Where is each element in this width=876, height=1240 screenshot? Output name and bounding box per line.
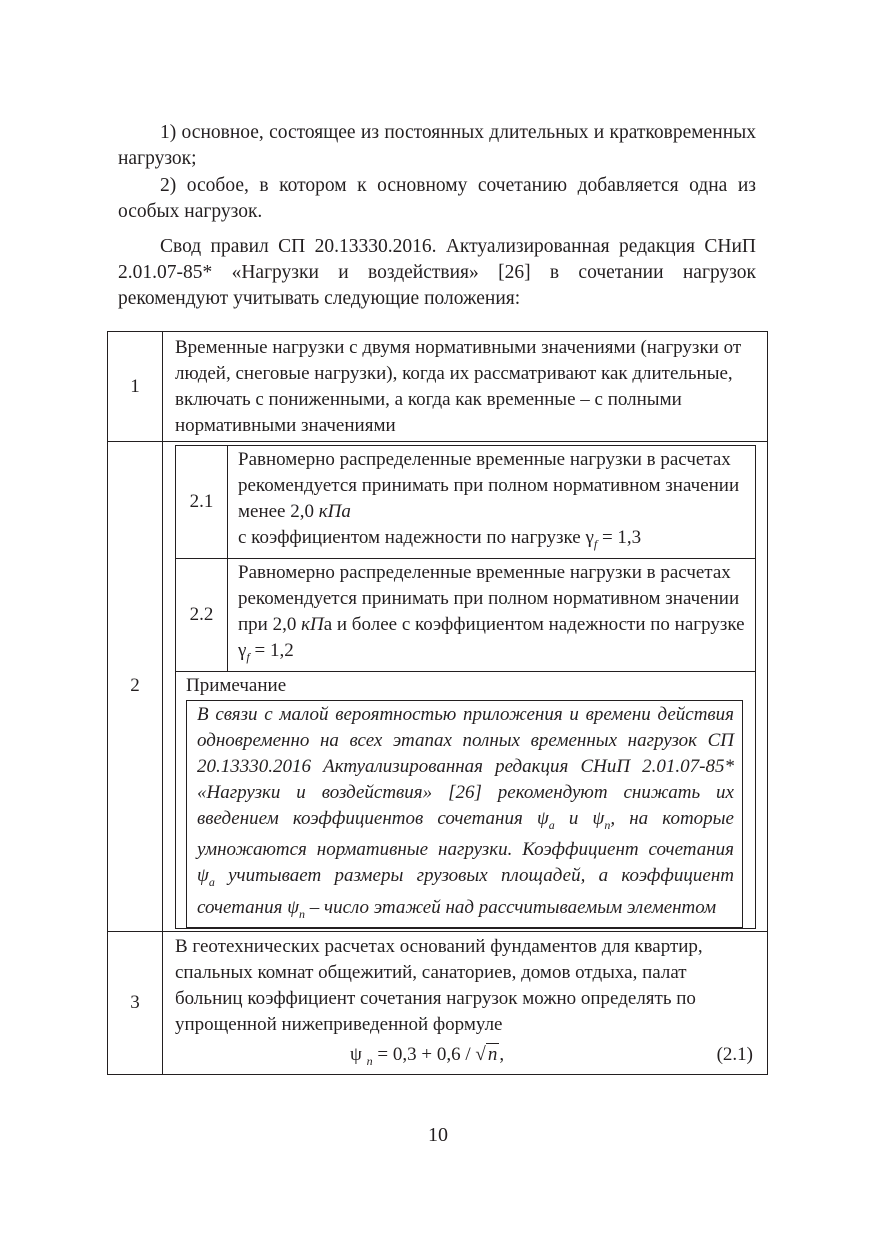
formula-tail: , [499,1043,505,1065]
row-number: 2 [108,442,163,932]
gamma-symbol: γ [585,527,594,548]
psi-symbol: ψ [592,807,605,829]
note-text: В связи с малой вероятностью приложения и времени действия одновременно на всех этапах полных временных нагрузок СП 20.13330.2016 Актуализированная редакция СНиП 2.01.07-85* «Нагрузки и воздействия» [26] рекомендуют снижать их введением коэффициентов сочетания [197,703,734,829]
psi-subscript: a [548,817,555,832]
sub-number: 2.1 [176,446,228,559]
note-text: учитывает размеры грузовых площадей, а коэффициент сочетания [197,865,734,919]
row-text: Временные нагрузки с двумя нормативными значениями (нагрузки от людей, снеговые нагрузки), когда их рассматривают как длительные, включать с пониженными, а когда как временные – с полными нормативными значениями [163,332,768,442]
gamma-subscript: f [246,649,250,664]
sub-text [228,446,756,559]
row-number: 1 [108,332,163,442]
unit-suffix: а [323,613,333,635]
psi-symbol: ψ [287,897,299,919]
nested-table [175,445,756,929]
nested-row [176,558,756,671]
psi-subscript: n [299,906,305,921]
nested-row [176,446,756,559]
row-text: В геотехнических расчетах оснований фундаментов для квартир, спальных комнат общежитий, санаториев, домов отдыха, палат больниц коэффициент сочетания нагрузок можно определять по упрощенной нижеприведенной формуле [175,935,703,1035]
formula [175,1038,755,1072]
coefficient-value: = 1,3 [597,527,642,548]
psi-subscript: a [208,875,215,890]
gamma-subscript: f [593,536,598,551]
formula-body: = 0,3 + 0,6 / [372,1043,476,1065]
unit: кПа [318,501,351,522]
formula-expression [350,1042,504,1074]
gamma-symbol: γ [238,639,247,661]
sub-text-part: Равномерно распределенные временные нагрузки в расчетах рекомендуется принимать при полном нормативном значении при 2,0 [238,561,740,635]
note-text: , на которые умножаются нормативные нагрузки. Коэффициент сочетания [197,807,734,861]
psi-subscript: n [604,817,611,832]
note-box [186,700,743,928]
sub-number: 2.2 [176,558,228,671]
row-content [163,931,768,1074]
table-row [108,931,768,1074]
table-row [108,442,768,932]
equation-number: (2.1) [716,1043,753,1065]
page-number: 10 [428,1124,448,1146]
note-text: и [554,807,593,829]
note-title: Примечание [186,674,287,696]
intro-paragraph: Свод правил СП 20.13330.2016. Актуализированная редакция СНиП 2.01.07-85* «Нагрузки и воздействия» [26] в сочетании нагрузок рекомендуют учитывать следующие положения: [118,236,756,309]
sub-text [228,558,756,671]
list-item-basic-combination: 1) основное, состоящее из постоянных длительных и кратковременных нагрузок; [118,122,756,169]
sub-text-part: Равномерно распределенные временные нагрузки в расчетах рекомендуется принимать при полном нормативном значении менее 2,0 [238,449,740,522]
row-number: 3 [108,931,163,1074]
nested-row [176,671,756,928]
sub-text-part: с коэффициентом надежности по нагрузке [238,527,586,548]
sub-text-part: и более с коэффициентом надежности по нагрузке [332,613,745,635]
table-row [108,332,768,442]
psi-symbol: ψ [350,1043,362,1065]
unit: кП [301,613,324,635]
radical-sign: √ [475,1043,486,1065]
psi-symbol: ψ [197,865,209,887]
psi-subscript: n [366,1053,373,1068]
list-item-special-combination: 2) особое, в котором к основному сочетанию добавляется одна из особых нагрузок. [118,175,756,222]
load-combination-table [107,331,768,1075]
psi-symbol: ψ [536,807,549,829]
note-text: – число этажей над рассчитываемым элементом [305,897,717,919]
note-cell [176,671,756,928]
row-content [163,442,768,932]
coefficient-value: = 1,2 [249,639,294,661]
radicand: n [487,1043,498,1065]
